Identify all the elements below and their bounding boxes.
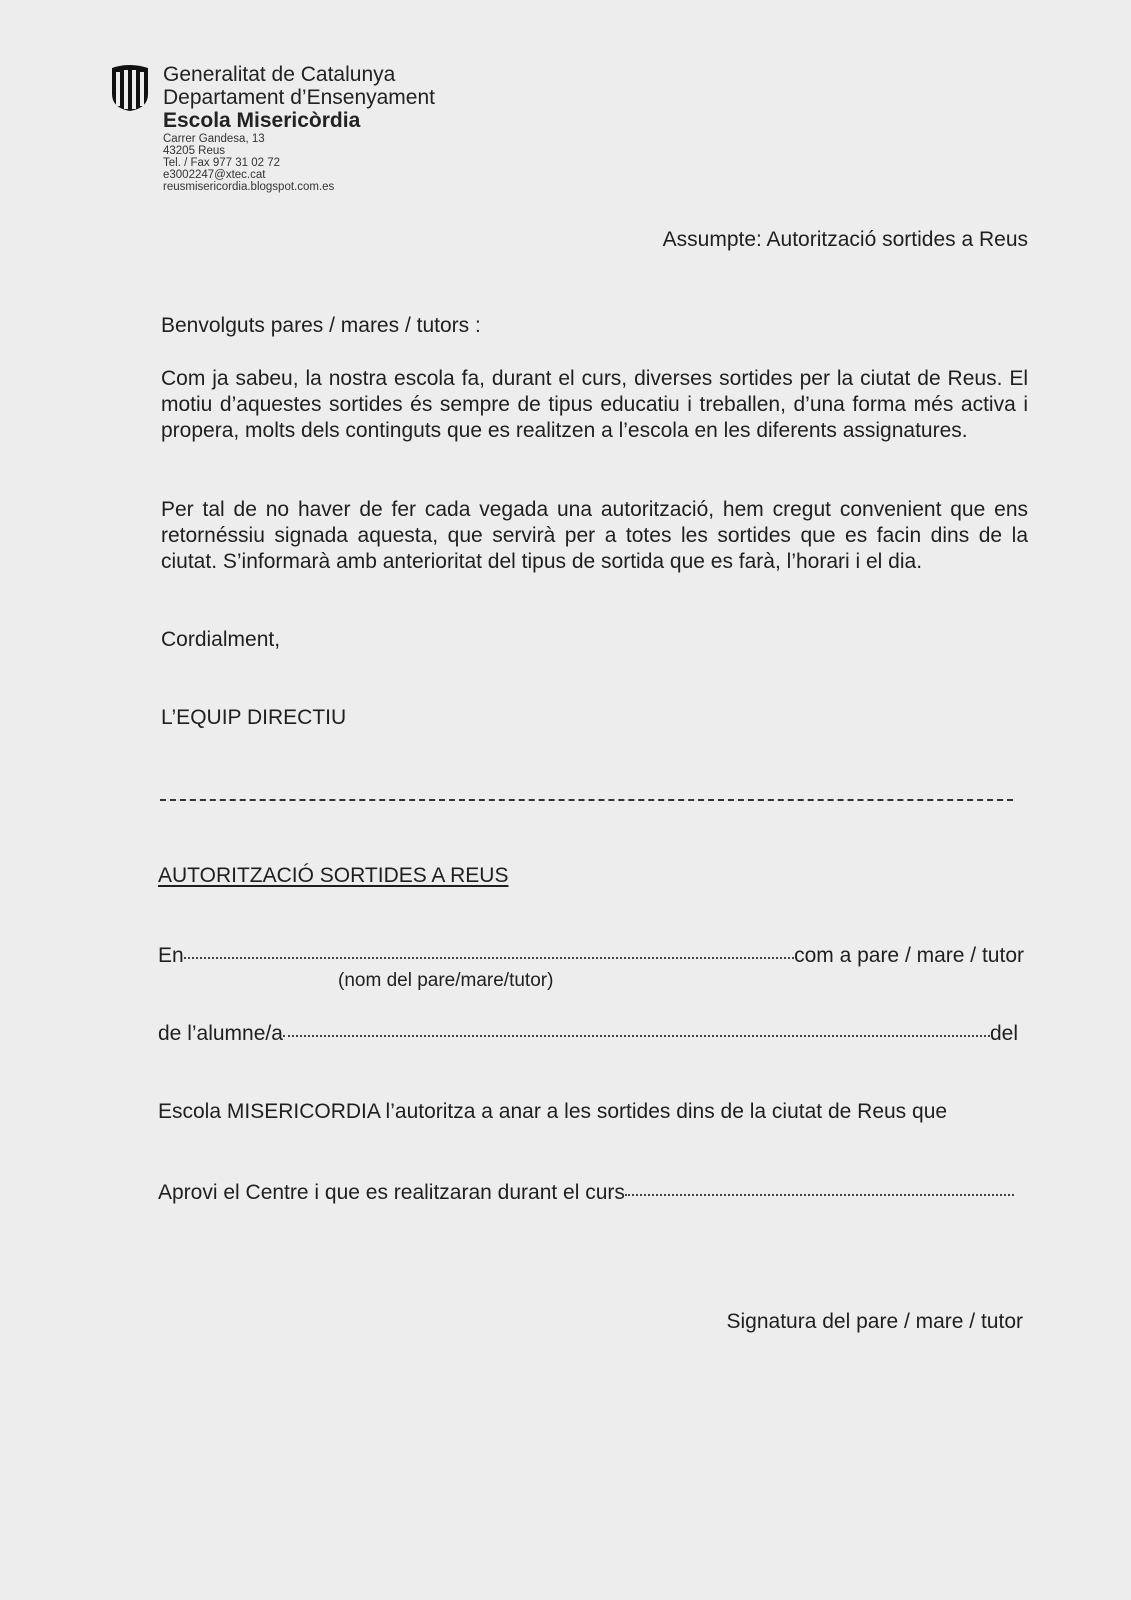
- letter-subject: Assumpte: Autorització sortides a Reus: [662, 228, 1028, 251]
- address-website: reusmisericordia.blogspot.com.es: [163, 181, 335, 193]
- course-prefix: Aprovi el Centre i que es realitzaran durant el curs: [158, 1181, 625, 1204]
- parent-name-field[interactable]: [184, 953, 794, 959]
- catalan-government-emblem-icon: [108, 64, 152, 112]
- signatory: L’EQUIP DIRECTIU: [161, 706, 347, 729]
- parent-name-hint: (nom del pare/mare/tutor): [338, 970, 554, 991]
- letterhead-school-name: Escola Misericòrdia: [163, 109, 361, 132]
- address-email: e3002247@xtec.cat: [163, 169, 266, 181]
- parent-name-line: [158, 944, 1024, 968]
- address-city: 43205 Reus: [163, 145, 226, 157]
- signature-label: Signatura del pare / mare / tutor: [726, 1310, 1023, 1333]
- parent-name-suffix: com a pare / mare / tutor: [794, 944, 1024, 967]
- student-name-suffix: del: [989, 1022, 1018, 1045]
- cut-line-divider: [160, 799, 1013, 801]
- parent-name-prefix: En: [158, 944, 184, 967]
- letterhead-address: [163, 133, 334, 193]
- student-name-prefix: de l’alumne/a: [158, 1022, 283, 1045]
- body-paragraph: Per tal de no haver de fer cada vegada una autorització, hem cregut convenient que ens retornéssiu signada aquesta, que servirà per a totes les sortides que es facin dins de la ciutat. S’informarà amb anterioritat del tipus de sortida que es farà, l’horari i el dia.: [161, 498, 1028, 573]
- authorization-statement: Escola MISERICORDIA l’autoritza a anar a les sortides dins de la ciutat de Reus que: [158, 1100, 948, 1123]
- authorization-title: AUTORITZACIÓ SORTIDES A REUS: [158, 864, 509, 887]
- closing: Cordialment,: [161, 628, 281, 651]
- student-name-field[interactable]: [283, 1031, 990, 1037]
- address-street: Carrer Gandesa, 13: [163, 133, 265, 145]
- course-line: [158, 1181, 1014, 1205]
- salutation: Benvolguts pares / mares / tutors :: [161, 314, 481, 337]
- address-phone: Tel. / Fax 977 31 02 72: [163, 157, 280, 169]
- course-field[interactable]: [625, 1190, 1014, 1196]
- letterhead-department: Departament d’Ensenyament: [163, 86, 435, 109]
- student-name-line: [158, 1022, 1018, 1046]
- body-paragraph: Com ja sabeu, la nostra escola fa, durant el curs, diverses sortides per la ciutat de Reus. El motiu d’aquestes sortides és sempre de tipus educatiu i treballen, d’una forma més activa i propera, molts dels continguts que es realitzen a l’escola en les diferents assignatures.: [161, 367, 1028, 442]
- letterhead-government: Generalitat de Catalunya: [163, 63, 396, 86]
